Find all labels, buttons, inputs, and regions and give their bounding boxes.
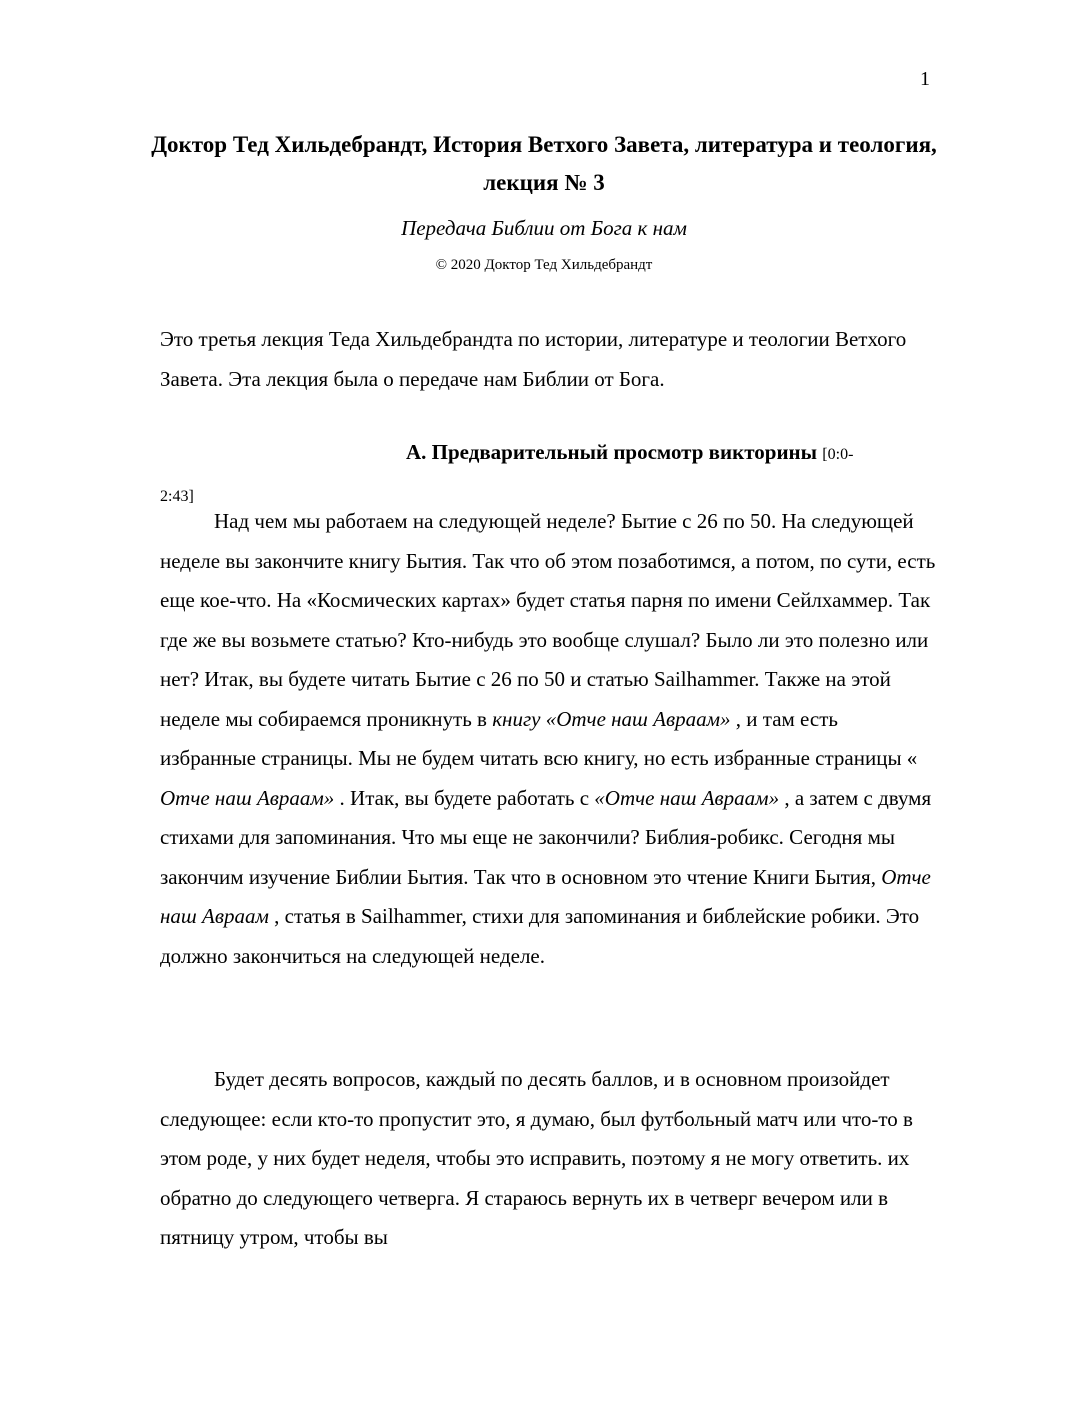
- book-title-italic: Отче наш Авраам: [160, 864, 931, 928]
- book-title-italic: Отче наш Авраам»: [160, 785, 335, 810]
- page-number: 1: [920, 68, 930, 90]
- section-timecode-end: 2:43]: [160, 487, 194, 505]
- paragraph-text: , статья в Sailhammer, стихи для запоминания и библейские робики. Это должно закончиться на следующей неделе.: [160, 904, 920, 968]
- body-paragraph-1: [160, 502, 938, 976]
- book-title-italic: книгу «Отче наш Авраам»: [492, 706, 731, 731]
- intro-paragraph: Это третья лекция Теда Хильдебрандта по истории, литературе и теологии Ветхого Завета. Эта лекция была о передаче нам Библии от Бога.: [160, 327, 907, 391]
- document-subtitle: Передача Библии от Бога к нам: [401, 216, 687, 240]
- body-paragraph-2: Будет десять вопросов, каждый по десять баллов, и в основном произойдет следующее: если кто-то пропустит это, я думаю, был футбольный матч или что-то в этом роде, у них будет неделя, чтобы это исправить, поэтому я не могу ответить. их обратно до следующего четверга. Я стараюсь вернуть их в четверг вечером или в пятницу утром, чтобы вы: [160, 1067, 913, 1249]
- paragraph-text: . Итак, вы будете работать с: [334, 785, 595, 810]
- paragraph-text: , а затем с двумя стихами для запоминания. Что мы еще не закончили? Библия-робикс. Сегодня мы закончим изучение Библии Бытия. Так что в основном это чтение Книги Бытия,: [160, 785, 932, 889]
- section-heading-line: [160, 433, 938, 475]
- document-title: Доктор Тед Хильдебрандт, История Ветхого Завета, литература и теология, лекция № 3: [151, 132, 937, 195]
- section-heading: A. Предварительный просмотр викторины: [406, 440, 818, 464]
- paragraph-text: , и там есть избранные страницы. Мы не будем читать всю книгу, но есть избранные страницы «: [160, 706, 918, 770]
- copyright-notice: © 2020 Доктор Тед Хильдебрандт: [435, 257, 653, 273]
- paragraph-text: Над чем мы работаем на следующей неделе? Бытие с 26 по 50. На следующей неделе вы закончите книгу Бытия. Так что об этом позаботимся, а потом, по сути, есть еще кое-что. На «Космических картах» будет статья парня по имени Сейлхаммер. Так где же вы возьмете статью? Кто-нибудь это вообще слушал? Было ли это полезно или нет? Итак, вы будете читать Бытие с 26 по 50 и статью Sailhammer. Также на этой неделе мы собираемся проникнуть в: [160, 509, 936, 731]
- section-timecode-start: [0:0-: [822, 446, 854, 463]
- book-title-italic: «Отче наш Авраам»: [594, 785, 780, 810]
